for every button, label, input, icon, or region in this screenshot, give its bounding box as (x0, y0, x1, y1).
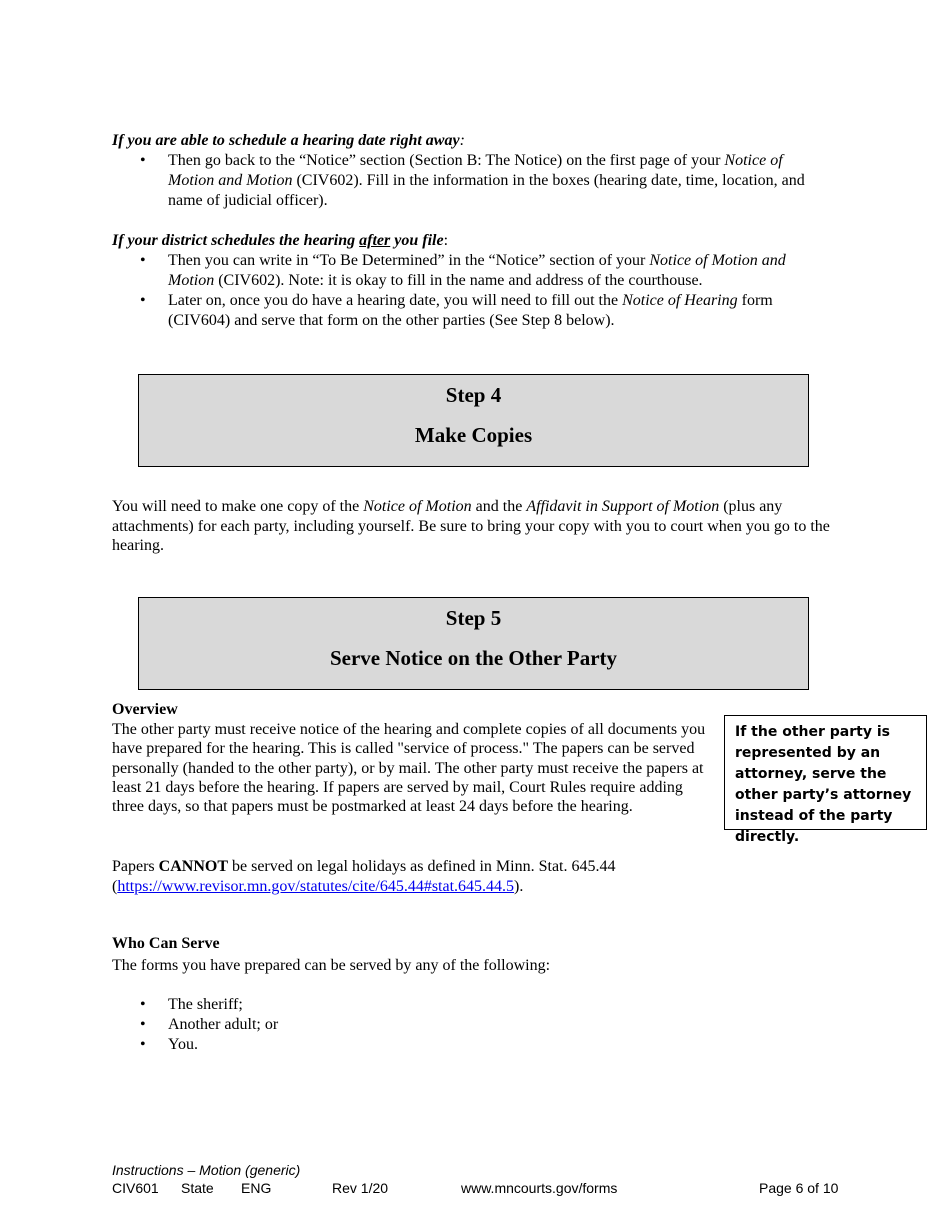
list-item: • Then you can write in “To Be Determined” in the “Notice” section of your Notice of Motion and Motion (CIV602). Note: it is okay to fill in the name and address of the courthouse. (140, 252, 786, 289)
list-item: • You. (140, 1036, 198, 1053)
footer-language: ENG (241, 1180, 272, 1196)
make-copies-paragraph: You will need to make one copy of the Notice of Motion and the Affidavit in Support of Motion (plus any attachments) for each party, including yourself. Be sure to bring your copy with you to court when you go to the hearing. (112, 498, 830, 554)
step-4-title: Make Copies (414, 423, 533, 447)
who-can-serve-intro: The forms you have prepared can be served by any of the following: (112, 957, 551, 974)
schedule-now-heading: If you are able to schedule a hearing date right away: (112, 132, 465, 149)
overview-paragraph: The other party must receive notice of the hearing and complete copies of all documents you have prepared for the hearing. This is called "service of process." The papers can be served personally (handed to the other party), or by mail. The other party must receive the papers at least 21 days before the hearing. If papers are served by mail, Court Rules require adding three days, so that papers must be postmarked at least 24 days before the hearing. (112, 721, 706, 816)
step-5-title: Serve Notice on the Other Party (329, 646, 618, 670)
step-4-banner (138, 374, 809, 467)
footer-url: www.mncourts.gov/forms (461, 1180, 618, 1196)
step-4-number: Step 4 (445, 383, 502, 407)
step-5-number: Step 5 (445, 606, 502, 630)
list-item: • Another adult; or (140, 1016, 279, 1033)
district-schedules-list (112, 251, 832, 331)
holidays-paragraph: Papers CANNOT be served on legal holidays as defined in Minn. Stat. 645.44 (https://www.revisor.mn.gov/statutes/cite/645.44#stat.645.44.5). (112, 858, 616, 895)
district-schedules-heading: If your district schedules the hearing after you file: (112, 232, 449, 249)
footer-state: State (181, 1180, 214, 1196)
step-5-banner (138, 597, 809, 690)
list-item: • Later on, once you do have a hearing date, you will need to fill out the Notice of Hearing form (CIV604) and serve that form on the other parties (See Step 8 below). (140, 292, 773, 329)
list-item: • Then go back to the “Notice” section (Section B: The Notice) on the first page of your Notice of Motion and Motion (CIV602). Fill in the information in the boxes (hearing date, time, location, and name of judicial officer). (140, 152, 805, 209)
footer-title: Instructions – Motion (generic) (112, 1162, 301, 1178)
schedule-now-list (112, 151, 832, 211)
who-can-serve-heading: Who Can Serve (112, 935, 220, 952)
footer-form-number: CIV601 (112, 1180, 159, 1196)
footer-page-number: Page 6 of 10 (759, 1180, 839, 1196)
statute-link[interactable]: https://www.revisor.mn.gov/statutes/cite/645.44#stat.645.44.5 (117, 877, 515, 895)
attorney-note-box: If the other party is represented by an attorney, serve the other party’s attorney instead of the party directly. (724, 715, 927, 830)
server-list (112, 995, 832, 1055)
footer-revision: Rev 1/20 (332, 1180, 389, 1196)
overview-heading: Overview (112, 701, 178, 718)
list-item: • The sheriff; (140, 996, 243, 1013)
